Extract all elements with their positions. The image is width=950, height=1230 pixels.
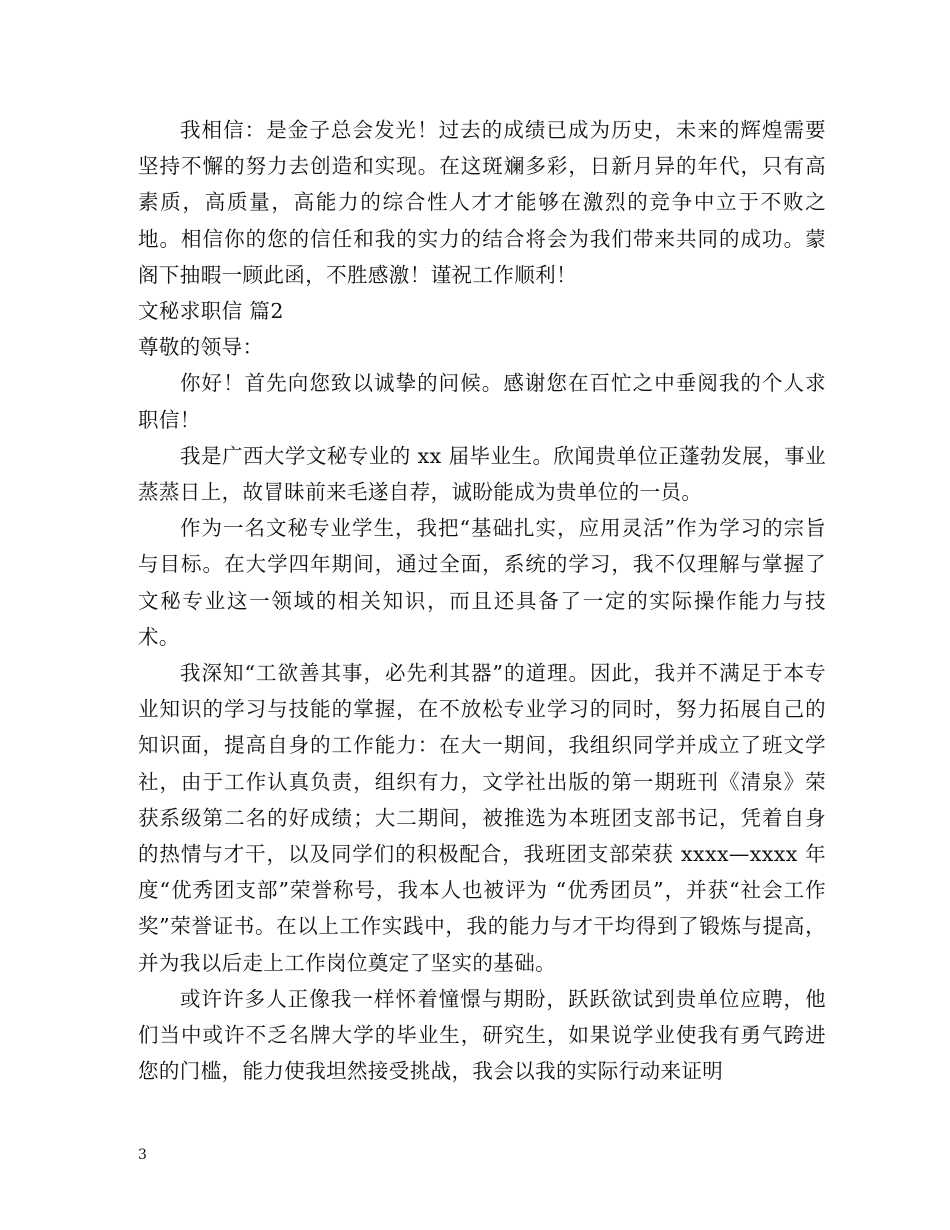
paragraph-competition: 或许许多人正像我一样怀着憧憬与期盼，跃跃欲试到贵单位应聘，他们当中或许不乏名牌大学的毕业生，研究生，如果说学业使我有勇气跨进您的门槛，能力使我坦然接受挑战，我会以我的实际行动来证明	[138, 986, 826, 1084]
paragraph-introduction: 我是广西大学文秘专业的 xx 届毕业生。欣闻贵单位正蓬勃发展，事业蒸蒸日上，故冒昧前来毛遂自荐，诚盼能成为贵单位的一员。	[138, 443, 826, 505]
paragraph-greeting: 你好！首先向您致以诚挚的问候。感谢您在百忙之中垂阅我的个人求职信！	[138, 371, 826, 432]
section-title: 文秘求职信 篇2	[138, 299, 284, 324]
salutation: 尊敬的领导：	[138, 335, 264, 360]
paragraph-closing-remarks: 我相信：是金子总会发光！过去的成绩已成为历史，未来的辉煌需要坚持不懈的努力去创造和实现。在这斑斓多彩，日新月异的年代，只有高素质，高质量，高能力的综合性人才才能够在激烈的竞争中立于不败之地。相信你的您的信任和我的实力的结合将会为我们带来共同的成功。蒙阁下抽暇一顾此函，不胜感激！谨祝工作顺利！	[138, 118, 826, 287]
paragraph-experience: 我深知“工欲善其事，必先利其器”的道理。因此，我并不满足于本专业知识的学习与技能的掌握，在不放松专业学习的同时，努力拓展自己的知识面，提高自身的工作能力：在大一期间，我组织同学并成立了班文学社，由于工作认真负责，组织有力，文学社出版的第一期班刊《清泉》荣获系级第二名的好成绩；大二期间，被推选为本班团支部书记，凭着自身的热情与才干，以及同学们的积极配合，我班团支部荣获 xxxx—xxxx 年度“优秀团支部”荣誉称号，我本人也被评为 “优秀团员”，并获“社会工作奖”荣誉证书。在以上工作实践中，我的能力与才干均得到了锻炼与提高，并为我以后走上工作岗位奠定了坚实的基础。	[138, 661, 826, 975]
document-body	[138, 112, 826, 1089]
page-number: 3	[138, 1147, 147, 1163]
paragraph-study-goals: 作为一名文秘专业学生，我把“基础扎实，应用灵活”作为学习的宗旨与目标。在大学四年期间，通过全面，系统的学习，我不仅理解与掌握了文秘专业这一领域的相关知识，而且还具备了一定的实际操作能力与技术。	[138, 516, 826, 649]
